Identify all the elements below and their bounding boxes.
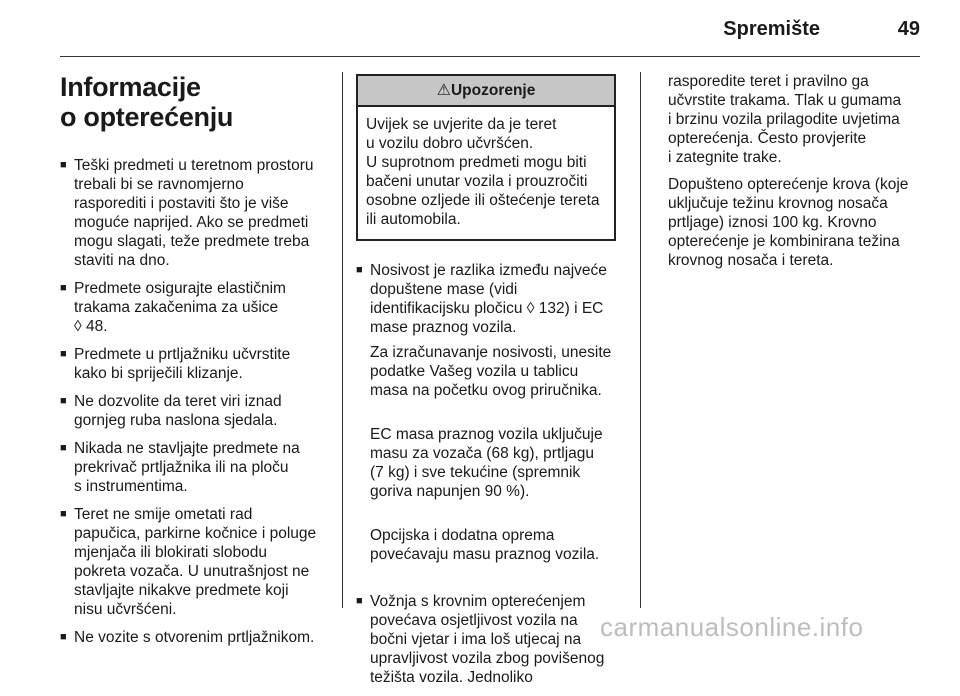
warning-text: Uvijek se uvjerite da je teret u vozilu dobro učvršćen. U suprotnom predmeti mogu biti bačeni unutar vozila i prouzročiti osobne ozljede ili oštećenje tereta ili automobila.: [366, 116, 600, 228]
bullet-icon: ■: [60, 508, 67, 520]
bullet-icon: ■: [356, 264, 363, 276]
load-info-list: [60, 156, 330, 647]
column-left: [60, 72, 330, 656]
warning-icon: ⚠: [436, 82, 451, 99]
list-item-paragraph: EC masa praznog vozila uključuje masu za vozača (68 kg), prtljagu (7 kg) i sve tekućine (spremnik goriva napunjen 90 %).: [370, 426, 603, 500]
paragraph: rasporedite teret i pravilno ga učvrstite trakama. Tlak u gumama i brzinu vozila prilagodite uvjetima opterećenja. Često provjerite i zategnite trake.: [668, 73, 902, 166]
list-item: ■ Ne vozite s otvorenim prtljažnikom.: [60, 629, 315, 646]
bullet-icon: ■: [60, 348, 67, 360]
column-right: [668, 72, 928, 278]
column-middle: [356, 72, 626, 696]
list-item: ■ Predmete osigurajte elastičnim trakama zakačenima za ušice ◊ 48.: [60, 280, 286, 335]
column-divider: [640, 72, 641, 608]
list-item: ■ Nikada ne stavljajte predmete na prekrivač prtljažnika ili na ploču s instrumentima.: [60, 440, 300, 495]
warning-header: [358, 76, 614, 107]
page-number: 49: [897, 18, 920, 40]
list-item: ■ Teški predmeti u teretnom prostoru trebali bi se ravnomjerno rasporediti i postaviti što je više moguće naprijed. Ako se predmeti mogu slagati, teže predmete treba staviti na dno.: [60, 157, 314, 269]
payload-list: [356, 261, 626, 687]
bullet-icon: ■: [60, 282, 67, 294]
page-header-title: Spremište: [723, 18, 820, 40]
bullet-icon: ■: [356, 595, 363, 607]
list-item-paragraph: Za izračunavanje nosivosti, unesite podatke Vašeg vozila u tablicu masa na početku ovog priručnika.: [370, 344, 612, 399]
warning-box: [356, 74, 616, 241]
list-item: ■ Vožnja s krovnim opterećenjem povećava osjetljivost vozila na bočni vjetar i ima loš utjecaj na upravljivost vozila zbog povišenog težišta vozila. Jednoliko: [356, 593, 605, 686]
bullet-icon: ■: [60, 442, 67, 454]
list-item: ■ Nosivost je razlika između najveće dopuštene mase (vidi identifikacijsku pločicu ◊ 132) i EC mase praznog vozila. Za izračunavanje nosivosti, unesite podatke Vašeg vozila u tablicu masa na početku ovog priručnika. EC masa praznog vozila uključuje masu za vozača (68 kg), prtljagu (7 kg) i sve tekućine (spremnik goriva napunjen 90 %). Opcijska i dodatna oprema povećavaju masu praznog vozila.: [356, 261, 626, 583]
watermark: carmanualsonline.info: [600, 612, 864, 642]
list-item: ■ Predmete u prtljažniku učvrstite kako bi spriječili klizanje.: [60, 346, 291, 382]
list-item-paragraph: Opcijska i dodatna oprema povećavaju masu praznog vozila.: [370, 527, 600, 563]
bullet-icon: ■: [60, 395, 67, 407]
bullet-icon: ■: [60, 159, 67, 171]
column-divider: [342, 72, 343, 608]
paragraph: Dopušteno opterećenje krova (koje uključuje težinu krovnog nosača prtljage) iznosi 100 kg. Krovno opterećenje je kombinirana težina krovnog nosača i tereta.: [668, 176, 909, 269]
list-item: ■ Ne dozvolite da teret viri iznad gornjeg ruba naslona sjedala.: [60, 393, 282, 429]
section-heading: Informacije o opterećenju: [60, 72, 234, 132]
list-item: ■ Teret ne smije ometati rad papučica, parkirne kočnice i poluge mjenjača ili blokirati slobodu pokreta vozača. U unutrašnjost ne stavljajte nikakve predmete koji nisu učvršćeni.: [60, 506, 317, 618]
bullet-icon: ■: [60, 631, 67, 643]
header-divider: [60, 56, 920, 57]
warning-title: Upozorenje: [450, 82, 536, 99]
